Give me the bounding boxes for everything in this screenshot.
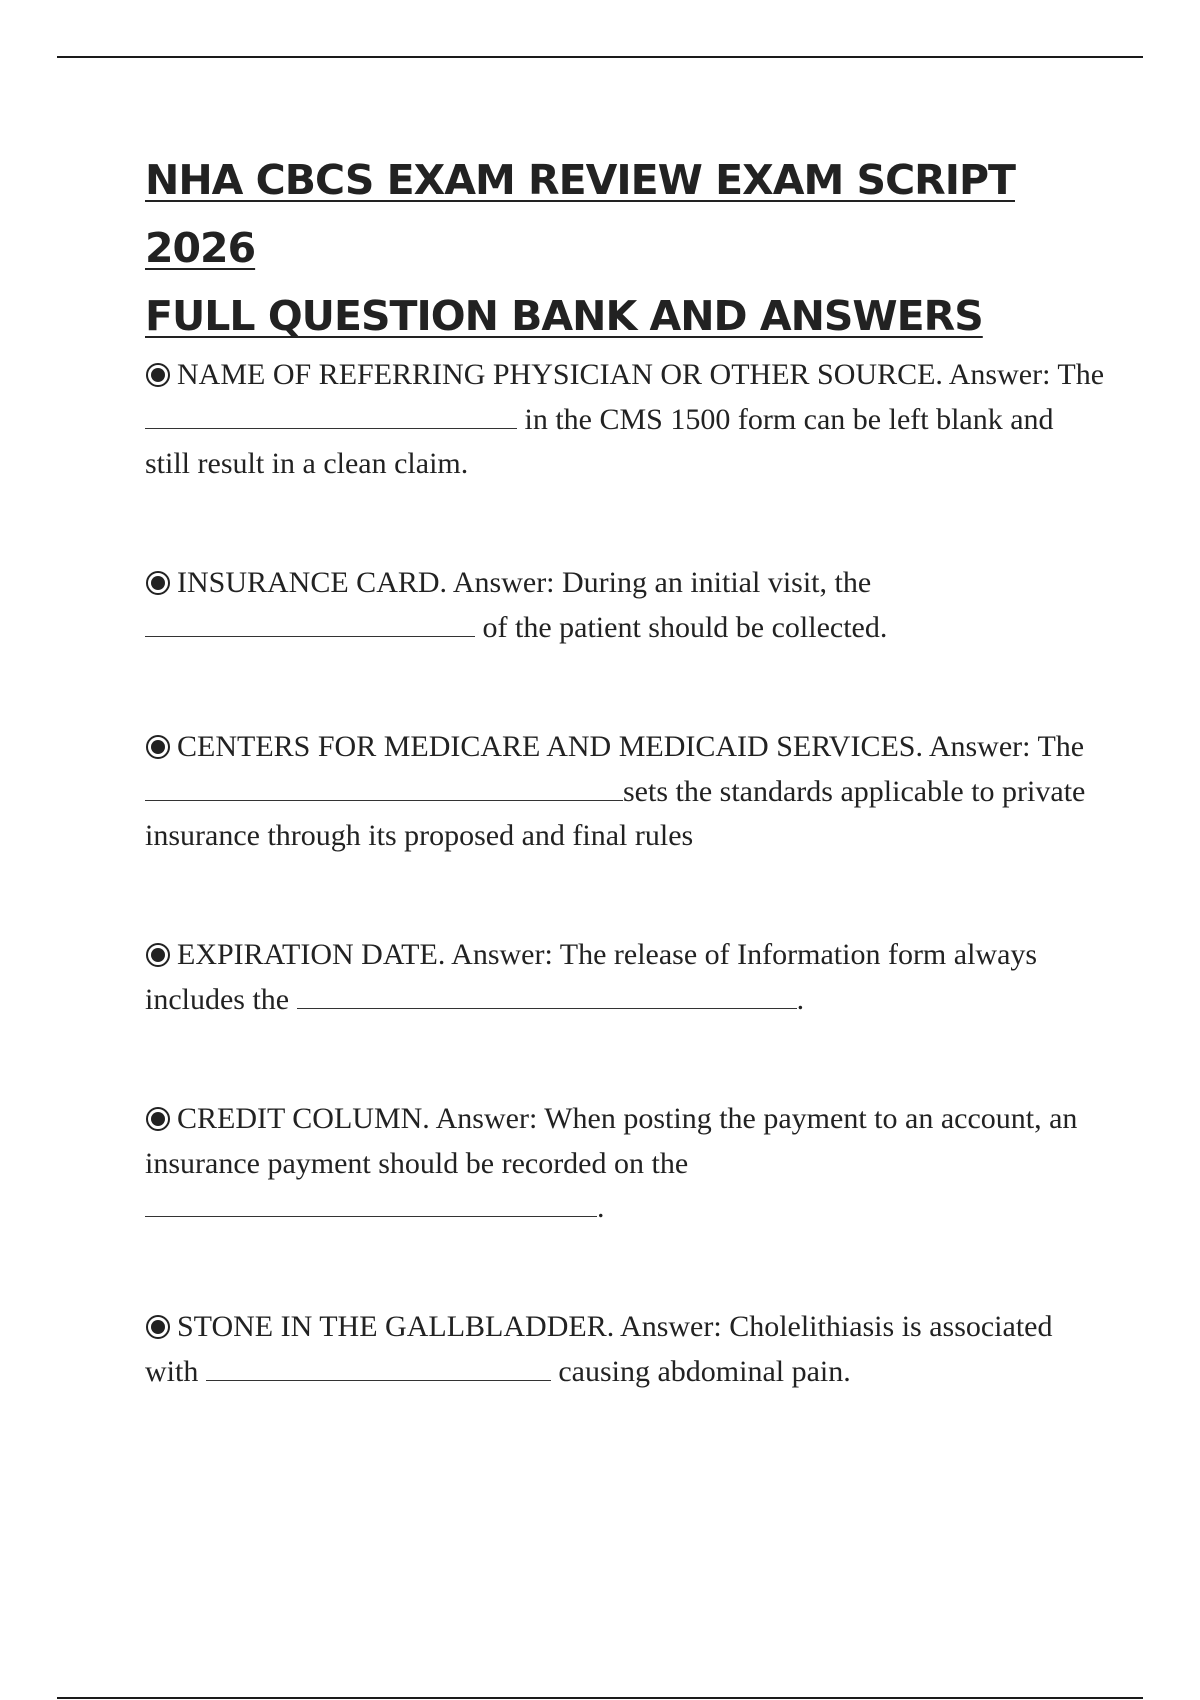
question-item-5 (145, 1097, 1105, 1231)
question-term: INSURANCE CARD. Answer: During an initial visit, the (177, 566, 872, 599)
document-title (145, 146, 1105, 350)
question-term: STONE IN THE GALLBLADDER. Answer: Cholelithiasis is associated with (145, 1310, 1053, 1388)
answer-blank (145, 1194, 597, 1217)
radio-bullet-icon (145, 734, 171, 760)
question-text-after: causing abdominal pain. (558, 1354, 851, 1388)
question-term: EXPIRATION DATE. Answer: The release of Information form always includes the (145, 938, 1038, 1016)
question-text-before: The (1057, 358, 1105, 391)
bottom-divider (57, 1697, 1143, 1699)
question-text-after: sets the standards applicable to private insurance through its proposed and final rules (145, 774, 1086, 852)
question-item-4 (145, 933, 1105, 1022)
answer-blank (145, 406, 517, 429)
answer-blank (206, 1358, 551, 1381)
question-term: NAME OF REFERRING PHYSICIAN OR OTHER SOURCE. Answer: (177, 358, 1051, 391)
question-text-before: The (1037, 730, 1085, 763)
title-line-2: FULL QUESTION BANK AND ANSWERS (145, 292, 983, 340)
question-item-1 (145, 353, 1105, 487)
question-item-6 (145, 1305, 1105, 1394)
radio-bullet-icon (145, 570, 171, 596)
question-item-3 (145, 725, 1105, 859)
radio-bullet-icon (145, 1106, 171, 1132)
question-item-2 (145, 561, 1105, 650)
question-text-after: in the CMS 1500 form can be left blank and still result in a clean claim. (145, 402, 1054, 480)
radio-bullet-icon (145, 1314, 171, 1340)
top-divider (57, 56, 1143, 58)
question-term: CREDIT COLUMN. Answer: When posting the payment to an account, an insurance payment should be recorded on the (145, 1102, 1078, 1180)
radio-bullet-icon (145, 362, 171, 388)
question-text-after: . (597, 1191, 605, 1224)
answer-blank (145, 614, 475, 637)
radio-bullet-icon (145, 942, 171, 968)
question-text-after: . (796, 982, 805, 1016)
title-line-1: NHA CBCS EXAM REVIEW EXAM SCRIPT 2026 (145, 156, 1015, 272)
answer-blank (145, 778, 623, 801)
answer-blank (297, 986, 797, 1009)
question-term: CENTERS FOR MEDICARE AND MEDICAID SERVICES. Answer: (177, 730, 1031, 763)
question-text-after: of the patient should be collected. (482, 610, 888, 644)
